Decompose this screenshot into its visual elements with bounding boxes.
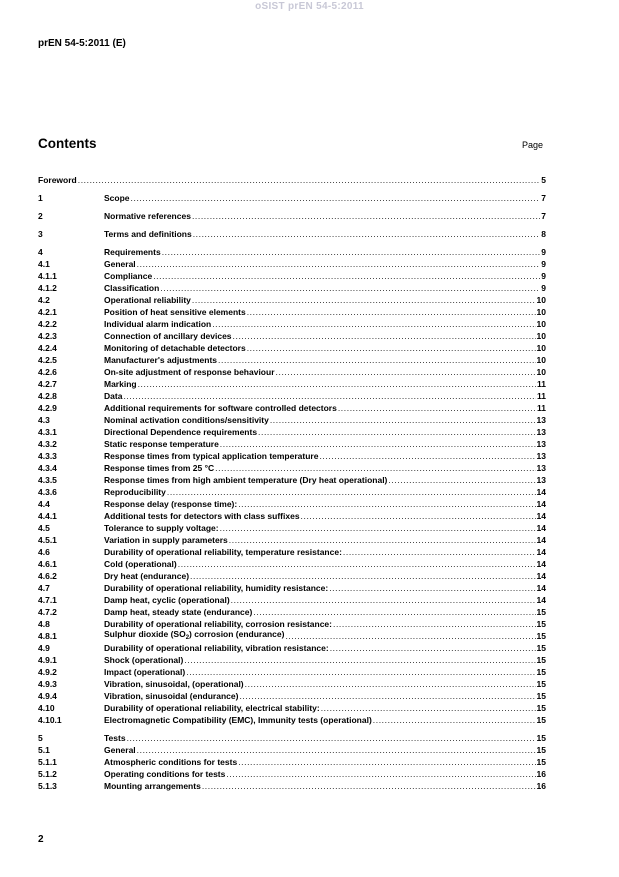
toc-entry-title: Data xyxy=(104,391,123,401)
toc-entry-title: On-site adjustment of response behaviour xyxy=(104,367,275,377)
dot-leader xyxy=(184,654,535,666)
dot-leader xyxy=(153,270,540,282)
dot-leader xyxy=(226,768,535,780)
toc-entry-number: 4 xyxy=(38,247,43,257)
toc-entry-title: Cold (operational) xyxy=(104,559,177,569)
dot-leader xyxy=(229,534,536,546)
toc-entry-title: Vibration, sinusoidal, (operational) xyxy=(104,679,244,689)
dot-leader xyxy=(329,582,535,594)
toc-entry[interactable] xyxy=(38,690,546,702)
toc-entry-number: 3 xyxy=(38,229,43,239)
toc-entry[interactable] xyxy=(38,342,546,354)
toc-entry-page: 13 xyxy=(536,451,546,461)
dot-leader xyxy=(245,678,536,690)
toc-entry-title: Additional tests for detectors with class suffixes xyxy=(104,511,300,521)
toc-entry-title: Durability of operational reliability, temperature resistance: xyxy=(104,547,342,557)
toc-entry-title: Impact (operational) xyxy=(104,667,186,677)
toc-entry-number: 4.8.1 xyxy=(38,631,57,641)
toc-entry[interactable] xyxy=(38,780,546,792)
toc-entry-page: 14 xyxy=(536,571,546,581)
toc-entry-title: Durability of operational reliability, electrical stability: xyxy=(104,703,320,713)
toc-entry-number: 4.2.6 xyxy=(38,367,57,377)
toc-entry-page: 9 xyxy=(541,283,546,293)
toc-entry-title: Mounting arrangements xyxy=(104,781,201,791)
toc-entry-number: 4.2 xyxy=(38,295,50,305)
toc-entry-number: 4.10.1 xyxy=(38,715,62,725)
toc-entry-page: 7 xyxy=(541,193,546,203)
toc-entry[interactable] xyxy=(38,402,546,414)
toc-entry-title: Directional Dependence requirements xyxy=(104,427,258,437)
dot-leader xyxy=(220,522,536,534)
dot-leader xyxy=(231,594,536,606)
toc-entry-title: General xyxy=(104,745,136,755)
toc-entry[interactable] xyxy=(38,570,546,582)
toc-entry[interactable] xyxy=(38,192,546,204)
toc-entry[interactable] xyxy=(38,306,546,318)
toc-entry-number: 4.3.5 xyxy=(38,475,57,485)
dot-leader xyxy=(233,330,536,342)
toc-entry-number: 4.9 xyxy=(38,643,50,653)
dot-leader xyxy=(343,546,536,558)
toc-entry-number: 2 xyxy=(38,211,43,221)
toc-entry-page: 8 xyxy=(541,229,546,239)
toc-entry-page: 11 xyxy=(537,403,546,413)
toc-entry-number: 4.3 xyxy=(38,415,50,425)
toc-entry-number: 4.3.6 xyxy=(38,487,57,497)
toc-entry-page: 15 xyxy=(536,733,546,743)
toc-entry-number: 4.6 xyxy=(38,547,50,557)
dot-leader xyxy=(212,318,535,330)
toc-entry-title: Damp heat, cyclic (operational) xyxy=(104,595,230,605)
dot-leader xyxy=(321,702,536,714)
toc-entry[interactable] xyxy=(38,732,546,744)
toc-entry[interactable] xyxy=(38,354,546,366)
toc-entry-title: Response times from 25 °C xyxy=(104,463,215,473)
toc-entry-page: 10 xyxy=(536,319,546,329)
toc-entry-page: 10 xyxy=(536,343,546,353)
toc-entry-page: 15 xyxy=(536,643,546,653)
toc-entry-title: Position of heat sensitive elements xyxy=(104,307,246,317)
dot-leader xyxy=(193,228,541,240)
toc-entry-page: 14 xyxy=(536,547,546,557)
contents-heading: Contents xyxy=(38,136,97,151)
toc-entry-number: 4.2.4 xyxy=(38,343,57,353)
toc-entry-page: 16 xyxy=(536,769,546,779)
toc-entry-number: 4.7.1 xyxy=(38,595,57,605)
toc-entry-page: 14 xyxy=(536,511,546,521)
toc-entry-number: 4.2.1 xyxy=(38,307,57,317)
dot-leader xyxy=(192,210,540,222)
toc-entry-page: 16 xyxy=(536,781,546,791)
dot-leader xyxy=(218,354,536,366)
dot-leader xyxy=(276,366,536,378)
toc-entry-number: 4.4 xyxy=(38,499,50,509)
toc-entry-number: 4.9.3 xyxy=(38,679,57,689)
toc-entry[interactable] xyxy=(38,414,546,426)
toc-entry-page: 14 xyxy=(536,487,546,497)
toc-entry-page: 9 xyxy=(541,247,546,257)
dot-leader xyxy=(131,192,541,204)
toc-entry-page: 10 xyxy=(536,307,546,317)
dot-leader xyxy=(160,282,540,294)
toc-entry-title: Static response temperature xyxy=(104,439,219,449)
toc-entry-number: 4.3.1 xyxy=(38,427,57,437)
toc-entry-page: 10 xyxy=(536,295,546,305)
toc-entry-title: Vibration, sinusoidal (endurance) xyxy=(104,691,239,701)
toc-entry[interactable] xyxy=(38,270,546,282)
toc-entry-title: Response times from typical application temperature xyxy=(104,451,319,461)
toc-entry-page: 14 xyxy=(536,559,546,569)
toc-entry-page: 13 xyxy=(536,427,546,437)
toc-entry[interactable] xyxy=(38,522,546,534)
toc-entry-number: 4.3.2 xyxy=(38,439,57,449)
toc-entry-page: 13 xyxy=(536,415,546,425)
toc-entry[interactable] xyxy=(38,582,546,594)
toc-entry[interactable] xyxy=(38,474,546,486)
dot-leader xyxy=(247,342,536,354)
toc-entry-page: 15 xyxy=(536,691,546,701)
toc-entry-title: Connection of ancillary devices xyxy=(104,331,232,341)
toc-entry[interactable] xyxy=(38,546,546,558)
dot-leader xyxy=(330,642,536,654)
toc-entry-page: 13 xyxy=(536,463,546,473)
page-number: 2 xyxy=(38,834,44,845)
toc-entry-number: 4.2.5 xyxy=(38,355,57,365)
table-of-contents xyxy=(38,174,546,792)
toc-entry-title: Durability of operational reliability, humidity resistance: xyxy=(104,583,329,593)
toc-entry-title: Electromagnetic Compatibility (EMC), Immunity tests (operational) xyxy=(104,715,372,725)
dot-leader xyxy=(137,258,541,270)
dot-leader xyxy=(239,690,535,702)
toc-entry[interactable] xyxy=(38,174,546,186)
toc-entry-number: 4.5.1 xyxy=(38,535,57,545)
toc-entry-page: 15 xyxy=(536,703,546,713)
toc-entry-page: 15 xyxy=(536,757,546,767)
toc-entry-number: 4.5 xyxy=(38,523,50,533)
toc-entry-page: 9 xyxy=(541,271,546,281)
toc-entry-page: 15 xyxy=(536,607,546,617)
toc-entry[interactable] xyxy=(38,756,546,768)
watermark: oSIST prEN 54-5:2011 xyxy=(255,1,364,12)
toc-entry-title: Damp heat, steady state (endurance) xyxy=(104,607,253,617)
dot-leader xyxy=(373,714,536,726)
toc-entry-title: Durability of operational reliability, vibration resistance: xyxy=(104,643,329,653)
toc-entry-title: Operating conditions for tests xyxy=(104,769,226,779)
toc-entry-title: Variation in supply parameters xyxy=(104,535,228,545)
toc-entry-title: Scope xyxy=(104,193,130,203)
toc-entry-number: 4.1.1 xyxy=(38,271,57,281)
toc-entry-number: 4.10 xyxy=(38,703,55,713)
page-column-header: Page xyxy=(522,140,544,150)
toc-entry-number: 4.4.1 xyxy=(38,511,57,521)
dot-leader xyxy=(301,510,536,522)
toc-entry[interactable] xyxy=(38,390,546,402)
toc-entry[interactable] xyxy=(38,666,546,678)
toc-entry-page: 15 xyxy=(536,715,546,725)
toc-entry-title: Tests xyxy=(104,733,126,743)
dot-leader xyxy=(333,618,536,630)
toc-entry-title: Manufacturer's adjustments xyxy=(104,355,218,365)
toc-entry[interactable] xyxy=(38,318,546,330)
toc-entry-number: 5 xyxy=(38,733,43,743)
toc-entry-page: 10 xyxy=(536,331,546,341)
toc-entry[interactable] xyxy=(38,534,546,546)
toc-entry[interactable] xyxy=(38,462,546,474)
toc-entry-number: 4.7.2 xyxy=(38,607,57,617)
toc-entry[interactable] xyxy=(38,330,546,342)
toc-entry[interactable] xyxy=(38,630,546,642)
toc-entry-page: 15 xyxy=(536,619,546,629)
dot-leader xyxy=(127,732,536,744)
toc-entry-page: 14 xyxy=(536,499,546,509)
toc-entry-page: 10 xyxy=(536,355,546,365)
dot-leader xyxy=(192,294,536,306)
toc-entry-title: Additional requirements for software controlled detectors xyxy=(104,403,337,413)
toc-entry-title: Tolerance to supply voltage: xyxy=(104,523,219,533)
toc-entry[interactable] xyxy=(38,258,546,270)
toc-entry-title: Nominal activation conditions/sensitivity xyxy=(104,415,269,425)
toc-entry-page: 15 xyxy=(536,655,546,665)
toc-entry-number: 4.6.1 xyxy=(38,559,57,569)
toc-entry[interactable] xyxy=(38,450,546,462)
toc-entry-title: Requirements xyxy=(104,247,161,257)
toc-entry-title: Classification xyxy=(104,283,160,293)
toc-entry[interactable] xyxy=(38,510,546,522)
toc-entry[interactable] xyxy=(38,744,546,756)
toc-entry[interactable] xyxy=(38,714,546,726)
toc-entry-page: 14 xyxy=(536,595,546,605)
toc-entry-page: 13 xyxy=(536,439,546,449)
toc-entry-title: Foreword xyxy=(38,175,77,185)
toc-entry-page: 5 xyxy=(541,175,546,185)
toc-entry[interactable] xyxy=(38,654,546,666)
toc-entry-title: Sulphur dioxide $(SO_2)$ corrosion (endurance) xyxy=(104,629,285,641)
dot-leader xyxy=(138,378,536,390)
toc-entry[interactable] xyxy=(38,678,546,690)
toc-entry-number: 4.9.4 xyxy=(38,691,57,701)
dot-leader xyxy=(178,558,536,570)
toc-entry[interactable] xyxy=(38,426,546,438)
toc-entry[interactable] xyxy=(38,498,546,510)
toc-entry-number: 4.2.3 xyxy=(38,331,57,341)
toc-entry-title: Response times from high ambient temperature (Dry heat operational) xyxy=(104,475,388,485)
dot-leader xyxy=(319,450,535,462)
dot-leader xyxy=(78,174,541,186)
toc-entry[interactable] xyxy=(38,642,546,654)
toc-entry[interactable] xyxy=(38,702,546,714)
toc-entry[interactable] xyxy=(38,294,546,306)
toc-entry-title: Normative references xyxy=(104,211,191,221)
toc-entry[interactable] xyxy=(38,486,546,498)
toc-entry-title: Individual alarm indication xyxy=(104,319,212,329)
toc-entry-page: 10 xyxy=(536,367,546,377)
toc-entry[interactable] xyxy=(38,594,546,606)
dot-leader xyxy=(285,630,535,642)
toc-entry[interactable] xyxy=(38,438,546,450)
dot-leader xyxy=(258,426,535,438)
toc-entry-page: 14 xyxy=(536,535,546,545)
dot-leader xyxy=(137,744,536,756)
toc-entry-title: Response delay (response time): xyxy=(104,499,238,509)
toc-entry-number: 4.8 xyxy=(38,619,50,629)
dot-leader xyxy=(253,606,535,618)
document-id: prEN 54-5:2011 (E) xyxy=(38,38,126,49)
dot-leader xyxy=(167,486,536,498)
toc-entry-title: Atmospheric conditions for tests xyxy=(104,757,238,767)
toc-entry-page: 15 xyxy=(536,667,546,677)
toc-entry-title: Shock (operational) xyxy=(104,655,184,665)
toc-entry-page: 9 xyxy=(541,259,546,269)
toc-entry-page: 15 xyxy=(536,745,546,755)
toc-entry-number: 4.9.1 xyxy=(38,655,57,665)
toc-entry[interactable] xyxy=(38,366,546,378)
toc-entry-page: 15 xyxy=(536,631,546,641)
toc-entry-page: 15 xyxy=(536,679,546,689)
toc-entry-page: 7 xyxy=(541,211,546,221)
toc-entry-number: 5.1 xyxy=(38,745,50,755)
dot-leader xyxy=(388,474,535,486)
toc-entry-number: 4.3.4 xyxy=(38,463,57,473)
toc-entry-title: Dry heat (endurance) xyxy=(104,571,190,581)
toc-entry-page: 14 xyxy=(536,583,546,593)
toc-entry-title: Marking xyxy=(104,379,137,389)
toc-entry-page: 11 xyxy=(537,379,546,389)
toc-entry-title: Operational reliability xyxy=(104,295,191,305)
dot-leader xyxy=(247,306,536,318)
toc-entry-title: Terms and definitions xyxy=(104,229,192,239)
toc-entry-number: 4.9.2 xyxy=(38,667,57,677)
toc-entry[interactable] xyxy=(38,228,546,240)
toc-entry-number: 4.1.2 xyxy=(38,283,57,293)
toc-entry[interactable] xyxy=(38,282,546,294)
toc-entry-page: 11 xyxy=(537,391,546,401)
toc-entry-number: 4.7 xyxy=(38,583,50,593)
dot-leader xyxy=(123,390,536,402)
dot-leader xyxy=(238,498,535,510)
toc-entry[interactable] xyxy=(38,558,546,570)
toc-entry-number: 4.2.2 xyxy=(38,319,57,329)
toc-entry-title: Compliance xyxy=(104,271,153,281)
toc-entry-number: 1 xyxy=(38,193,43,203)
toc-entry-number: 4.6.2 xyxy=(38,571,57,581)
toc-entry-number: 4.3.3 xyxy=(38,451,57,461)
dot-leader xyxy=(270,414,536,426)
toc-entry-number: 5.1.3 xyxy=(38,781,57,791)
toc-entry-title: Reproducibility xyxy=(104,487,166,497)
dot-leader xyxy=(238,756,535,768)
toc-entry-number: 5.1.1 xyxy=(38,757,57,767)
toc-entry[interactable] xyxy=(38,246,546,258)
dot-leader xyxy=(202,780,536,792)
toc-entry-page: 14 xyxy=(536,523,546,533)
toc-entry[interactable] xyxy=(38,378,546,390)
toc-entry-title: General xyxy=(104,259,136,269)
toc-entry-number: 5.1.2 xyxy=(38,769,57,779)
dot-leader xyxy=(338,402,536,414)
toc-entry-page: 13 xyxy=(536,475,546,485)
toc-entry-number: 4.2.9 xyxy=(38,403,57,413)
toc-entry-number: 4.1 xyxy=(38,259,50,269)
toc-entry-title: Durability of operational reliability, corrosion resistance: xyxy=(104,619,332,629)
dot-leader xyxy=(190,570,536,582)
dot-leader xyxy=(162,246,541,258)
dot-leader xyxy=(186,666,535,678)
toc-entry-number: 4.2.8 xyxy=(38,391,57,401)
toc-entry[interactable] xyxy=(38,768,546,780)
toc-entry-number: 4.2.7 xyxy=(38,379,57,389)
toc-entry[interactable] xyxy=(38,210,546,222)
dot-leader xyxy=(220,438,536,450)
dot-leader xyxy=(215,462,535,474)
toc-entry[interactable] xyxy=(38,606,546,618)
toc-entry-title: Monitoring of detachable detectors xyxy=(104,343,246,353)
